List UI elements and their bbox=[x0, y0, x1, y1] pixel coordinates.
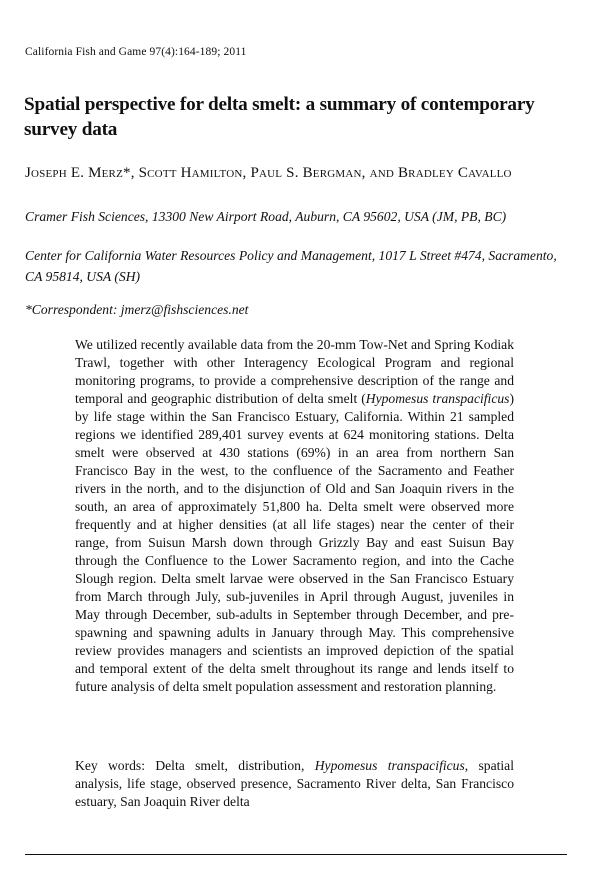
affiliation-1: Cramer Fish Sciences, 13300 New Airport Road, Auburn, CA 95602, USA (JM, PB, BC) bbox=[25, 209, 507, 224]
keywords-text-1: Key words: Delta smelt, distribution, bbox=[75, 758, 315, 773]
abstract-species-name: Hypomesus transpacificus bbox=[365, 391, 510, 406]
keywords-species-name: Hypomesus transpacificus bbox=[314, 758, 465, 773]
correspondent-line: *Correspondent: jmerz@fishsciences.net bbox=[25, 302, 249, 317]
keywords bbox=[75, 757, 514, 811]
abstract-text-2: ) by life stage within the San Francisco Estuary, California. Within 21 sampled regions we identified 289,401 survey events at 624 monitoring stations. Delta smelt were observed at 430 stations (69%) in an area from northern San Francisco Bay in the west, to the confluence of the Sacramento and Feather rivers in the north, and to the disjunction of Old and San Joaquin rivers in the south, an area of approximately 51,800 ha. Delta smelt were observed more frequently and at higher densities (at all life stages) near the center of their range, from Suisun Marsh down through Grizzly Bay and east Suisun Bay through the Confluence to the Lower Sacramento region, and into the Cache Slough region. Delta smelt larvae were observed in the San Francisco Estuary from March through July, sub-juveniles in April through August, juveniles in May through December, sub-adults in September through December, and pre-spawning and spawning adults in January through May. This comprehensive review provides managers and scientists an improved depiction of the spatial and temporal extent of the delta smelt throughout its range and lends itself to future analysis of delta smelt population assessment and restoration planning. bbox=[75, 391, 514, 694]
footer-rule bbox=[25, 854, 567, 855]
paper-title: Spatial perspective for delta smelt: a summary of contemporary survey data bbox=[24, 94, 535, 140]
keywords-text-2: , spatial analysis, life stage, observed presence, Sacramento River delta, San Francisco estuary, San Joaquin River delta bbox=[75, 758, 514, 809]
journal-citation: California Fish and Game 97(4):164-189; 2011 bbox=[25, 46, 247, 58]
abstract-text-1: We utilized recently available data from the 20-mm Tow-Net and Spring Kodiak Trawl, together with other Interagency Ecological Program and regional monitoring programs, to provide a comprehensive description of the range and temporal and geographic distribution of delta smelt ( bbox=[75, 337, 514, 406]
author-list: Joseph E. Merz*, Scott Hamilton, Paul S. Bergman, and Bradley Cavallo bbox=[25, 165, 512, 181]
abstract bbox=[75, 336, 514, 696]
affiliation-2: Center for California Water Resources Policy and Management, 1017 L Street #474, Sacramento, CA 95814, USA (SH) bbox=[25, 248, 557, 284]
